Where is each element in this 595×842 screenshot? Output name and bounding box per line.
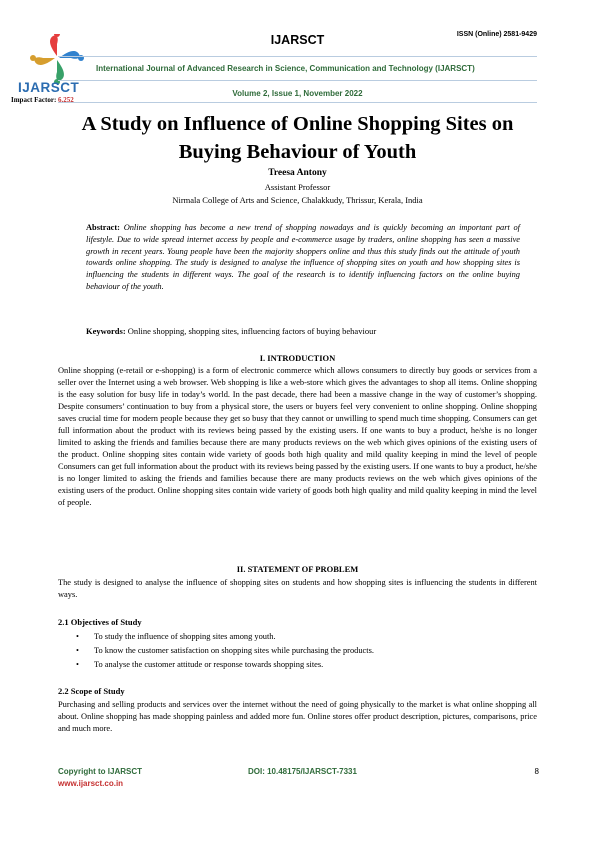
footer-copyright: Copyright to IJARSCT xyxy=(58,767,142,776)
impact-factor-value: 6.252 xyxy=(58,96,74,104)
header-rule-top xyxy=(58,56,537,57)
objectives-list xyxy=(58,630,537,672)
bullet-icon: • xyxy=(76,646,79,655)
scope-heading: 2.2 Scope of Study xyxy=(58,686,125,696)
volume-issue: Volume 2, Issue 1, November 2022 xyxy=(232,89,363,98)
problem-heading: II. STATEMENT OF PROBLEM xyxy=(236,564,359,574)
header-rule-middle xyxy=(58,80,537,81)
issn: ISSN (Online) 2581-9429 xyxy=(456,31,537,38)
objectives-heading: 2.1 Objectives of Study xyxy=(58,617,142,627)
header-rule-bottom xyxy=(58,102,537,103)
abstract-label: Abstract: xyxy=(86,223,120,232)
abstract xyxy=(86,222,520,293)
keywords-label: Keywords: xyxy=(86,326,126,336)
paper-title-line-2: Buying Behaviour of Youth xyxy=(178,141,417,163)
keywords xyxy=(86,326,520,336)
author-role: Assistant Professor xyxy=(264,182,331,192)
journal-short-name: IJARSCT xyxy=(270,33,325,47)
list-item: • To analyse the customer attitude or response towards shopping sites. xyxy=(58,658,537,672)
footer-url-link[interactable]: www.ijarsct.co.in xyxy=(58,779,124,788)
impact-factor-label: Impact Factor: xyxy=(11,96,57,104)
keywords-text: Online shopping, shopping sites, influencing factors of buying behaviour xyxy=(127,326,377,336)
logo-wordmark: IJARSCT xyxy=(18,80,80,95)
list-item: • To know the customer satisfaction on shopping sites while purchasing the products. xyxy=(58,644,537,658)
intro-heading: I. INTRODUCTION xyxy=(259,353,336,363)
author-name: Treesa Antony xyxy=(268,168,327,178)
problem-paragraph: The study is designed to analyse the influence of shopping sites on students and how shopping sites is influencing the students in different ways. xyxy=(58,578,537,599)
paper-title xyxy=(40,110,555,166)
abstract-text: Online shopping has become a new trend of shopping nowadays and is quickly becoming an important part of lifestyle. Due to wide spread internet access by people and e-commerce usage by traders, online shopping has seen a massive growth in recent years. Young people have been the majority shoppers online and thus this study finds out the attitude of youth towards online shopping. The study is designed to analyse the influence of shopping sites on youth and how shopping sites is influencing the students in different ways. The goal of the research is to identify influencing factors on the online buying behaviour of the youth. xyxy=(86,223,521,291)
bullet-icon: • xyxy=(76,632,79,641)
intro-paragraph: Online shopping (e-retail or e-shopping) is a form of electronic commerce which allows consumers to directly buy goods or services from a seller over the Internet using a web browser. Web shopping is like a web-store which gives the advantages to shop all items. Online shopping is the easy solution for busy life in today’s world. In the past decade, there had been a massive change in the way of customer’s shopping. Despite consumers’ continuation to buy from a physical store, the users or buyers feel very convenient to online shopping. Online shopping saves crucial time for modern people because they get so busy that they cannot or unwilling to spend much time shopping. Consumers can get full information about the product with its reviews being passed by the existing users. If one wants to buy a product, he/she is no longer limited to asking the friends and families because there are many products reviews on the web which gives opinions of the existing users of the product. Online shopping sites contain wide variety of goods both high quality and mild quality keeping in mind the level of people Consumers can get full information about the product with its reviews being passed by the existing users. If one wants to buy a product, he/she is no longer limited to asking the friends and families because there are many products reviews on the web which gives opinions of the existing users of the product. Online shopping sites contain wide variety of goods both high quality and mild quality keeping in mind the level of people. xyxy=(58,366,537,507)
paper-title-line-1: A Study on Influence of Online Shopping Sites on xyxy=(81,113,514,135)
footer-doi: DOI: 10.48175/IJARSCT-7331 xyxy=(248,767,357,776)
list-item: • To study the influence of shopping sites among youth. xyxy=(58,630,537,644)
scope-paragraph: Purchasing and selling products and services over the internet without the need of going physically to the market is what online shopping all about. Online shopping has made shopping painless and added more fun. Online stores offer product description, pictures, comparisons, price and much more. xyxy=(58,700,537,733)
bullet-icon: • xyxy=(76,660,79,669)
page-number: 8 xyxy=(534,767,539,776)
journal-full-name: International Journal of Advanced Research in Science, Communication and Technology (IJARSCT) xyxy=(96,64,475,73)
author-affiliation: Nirmala College of Arts and Science, Chalakkudy, Thrissur, Kerala, India xyxy=(172,195,423,205)
